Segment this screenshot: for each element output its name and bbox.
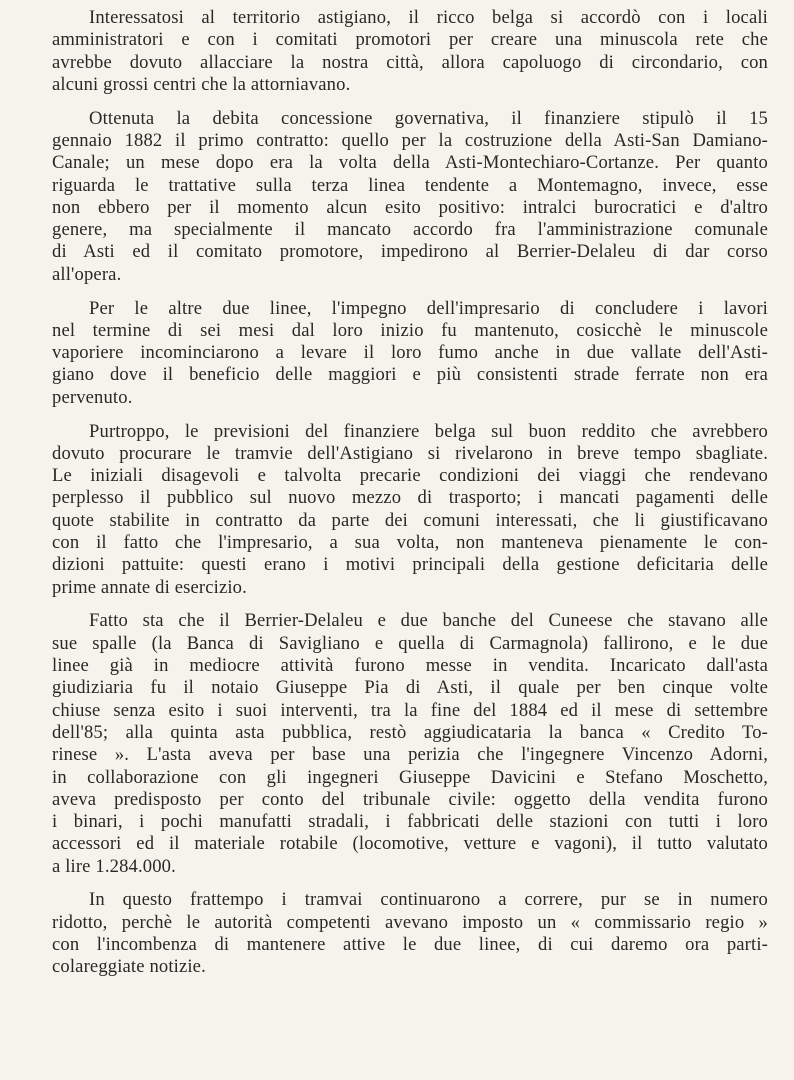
text-line: genere, ma specialmente il mancato accordo fra l'amministrazione comunale	[52, 219, 768, 241]
text-line: accessori ed il materiale rotabile (locomotive, vetture e vagoni), il tutto valutato	[52, 833, 768, 855]
text-line: rinese ». L'asta aveva per base una perizia che l'ingegnere Vincenzo Adorni,	[52, 744, 768, 766]
text-line: linee già in mediocre attività furono messe in vendita. Incaricato dall'asta	[52, 655, 768, 677]
text-line: chiuse senza esito i suoi interventi, tra la fine del 1884 ed il mese di settembre	[52, 699, 768, 721]
text-line: con il fatto che l'impresario, a sua volta, non manteneva pienamente le con-	[52, 532, 768, 554]
text-line: gennaio 1882 il primo contratto: quello per la costruzione della Asti-San Damiano-	[52, 129, 768, 151]
paragraph-6	[52, 889, 768, 978]
text-line: pervenuto.	[52, 386, 133, 408]
text-line: Canale; un mese dopo era la volta della Asti-Montechiaro-Cortanze. Per quanto	[52, 152, 768, 174]
text-line: In questo frattempo i tramvai continuarono a correre, pur se in numero	[89, 889, 768, 911]
text-line: all'opera.	[52, 263, 122, 285]
text-line: dizioni pattuite: questi erano i motivi principali della gestione deficitaria delle	[52, 554, 768, 576]
text-line: colareggiate notizie.	[52, 956, 206, 978]
paragraph-5	[52, 610, 768, 878]
text-line: con l'incombenza di mantenere attive le due linee, di cui daremo ora parti-	[52, 934, 768, 956]
text-line: di Asti ed il comitato promotore, impedirono al Berrier-Delaleu di dar corso	[52, 241, 768, 263]
text-line: Purtroppo, le previsioni del finanziere belga sul buon reddito che avrebbero	[89, 420, 768, 442]
text-line: giudiziaria fu il notaio Giuseppe Pia di Asti, il quale per ben cinque volte	[52, 677, 768, 699]
text-line: i binari, i pochi manufatti stradali, i fabbricati delle stazioni con tutti i loro	[52, 811, 768, 833]
text-line: sue spalle (la Banca di Savigliano e quella di Carmagnola) fallirono, e le due	[52, 632, 768, 654]
text-line: amministratori e con i comitati promotori per creare una minuscola rete che	[52, 29, 768, 51]
text-line: Le iniziali disagevoli e talvolta precarie condizioni dei viaggi che rendevano	[52, 465, 768, 487]
text-line: Per le altre due linee, l'impegno dell'impresario di concludere i lavori	[89, 297, 768, 319]
paragraph-4	[52, 421, 768, 599]
body-text	[52, 7, 768, 990]
text-line: Interessatosi al territorio astigiano, il ricco belga si accordò con i locali	[89, 7, 768, 28]
text-line: vaporiere incominciarono a levare il loro fumo anche in due vallate dell'Asti-	[52, 342, 768, 364]
text-line: non ebbero per il momento alcun esito positivo: intralci burocratici e d'altro	[52, 196, 768, 218]
text-line: perplesso il pubblico sul nuovo mezzo di trasporto; i mancati pagamenti delle	[52, 487, 768, 509]
text-line: a lire 1.284.000.	[52, 855, 176, 877]
text-line: prime annate di esercizio.	[52, 576, 247, 598]
text-line: in collaborazione con gli ingegneri Giuseppe Davicini e Stefano Moschetto,	[52, 766, 768, 788]
text-line: nel termine di sei mesi dal loro inizio fu mantenuto, cosicchè le minuscole	[52, 319, 768, 341]
text-line: quote stabilite in contratto da parte dei comuni interessati, che li giustificavano	[52, 509, 768, 531]
text-line: giano dove il beneficio delle maggiori e più consistenti strade ferrate non era	[52, 364, 768, 386]
paragraph-2	[52, 108, 768, 286]
text-line: Ottenuta la debita concessione governativa, il finanziere stipulò il 15	[89, 107, 768, 129]
text-line: alcuni grossi centri che la attorniavano.	[52, 73, 351, 95]
paragraph-3	[52, 298, 768, 409]
text-line: riguarda le trattative sulla terza linea tendente a Montemagno, invece, esse	[52, 174, 768, 196]
text-line: dovuto procurare le tramvie dell'Astigiano si rivelarono in breve tempo sbagliate.	[52, 442, 768, 464]
paragraph-1	[52, 7, 768, 96]
text-line: avrebbe dovuto allacciare la nostra città, allora capoluogo di circondario, con	[52, 51, 768, 73]
text-line: ridotto, perchè le autorità competenti avevano imposto un « commissario regio »	[52, 911, 768, 933]
text-line: dell'85; alla quinta asta pubblica, restò aggiudicataria la banca « Credito To-	[52, 721, 768, 743]
text-line: Fatto sta che il Berrier-Delaleu e due banche del Cuneese che stavano alle	[89, 610, 768, 632]
text-line: aveva predisposto per conto del tribunale civile: oggetto della vendita furono	[52, 788, 768, 810]
